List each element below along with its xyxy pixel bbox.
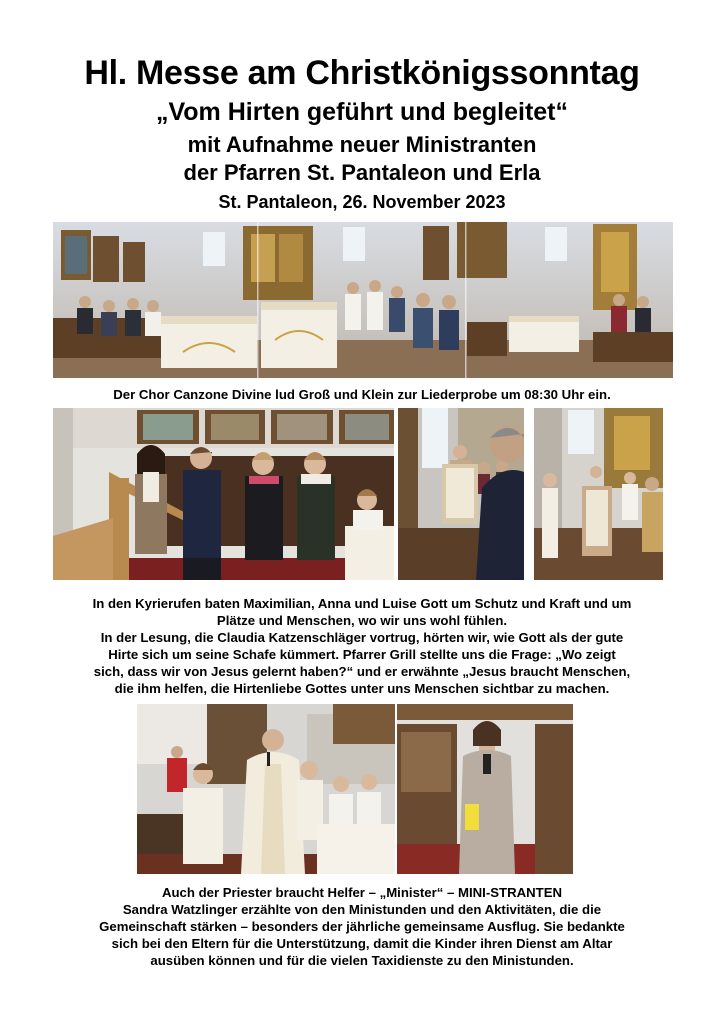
text-line: Hirte sich um seine Schafe kümmert. Pfarrer Grill stellte uns die Frage: „Wo zeigt: [108, 647, 616, 662]
text-line: Gemeinschaft stärken – besonders der jährliche gemeinsame Ausflug. Sie bedankte: [99, 919, 625, 934]
paragraph-ministranten: [0, 884, 724, 969]
text-line: In den Kyrierufen baten Maximilian, Anna und Luise Gott um Schutz und Kraft und um: [92, 596, 632, 611]
subtitle-line: mit Aufnahme neuer Ministranten: [187, 132, 537, 157]
text-line: Sandra Watzlinger erzählte von den Ministunden und den Aktivitäten, die die: [122, 902, 602, 917]
choir-rehearsal-photo: [53, 222, 673, 378]
text-line: sich bei den Eltern für die Unterstützung, damit die Kinder ihren Dienst am Altar: [111, 936, 613, 951]
page-subtitle: „Vom Hirten geführt und begleitet“: [155, 98, 569, 126]
text-line: die ihm helfen, die Hirtenliebe Gottes unter uns Menschen sichtbar zu machen.: [114, 681, 610, 696]
page-subtitle-2: [0, 131, 724, 187]
speaker-sandra-photo: [397, 704, 573, 874]
caption-choir: Der Chor Canzone Divine lud Groß und Klein zur Liederprobe um 08:30 Uhr ein.: [113, 387, 611, 402]
kyrie-readers-photo: [53, 408, 394, 580]
text-line: Auch der Priester braucht Helfer – „Minister“ – MINI-STRANTEN: [161, 885, 563, 900]
text-line: ausüben können und für die vielen Taxidienste zu den Ministunden.: [150, 953, 574, 968]
reading-lectern-photo: [398, 408, 524, 580]
page-title: Hl. Messe am Christkönigssonntag: [84, 54, 640, 92]
place-date: St. Pantaleon, 26. November 2023: [218, 192, 506, 212]
altar-servers-photo: [534, 408, 663, 580]
text-line: Plätze und Menschen, wo wir uns wohl fühlen.: [216, 613, 508, 628]
paragraph-kyrie-reading: [0, 595, 724, 697]
subtitle-line: der Pfarren St. Pantaleon und Erla: [183, 160, 541, 185]
priest-with-servers-photo: [137, 704, 395, 874]
text-line: sich, dass wir von Jesus gelernt haben?“ und er erwähnte „Jesus braucht Menschen,: [93, 664, 631, 679]
text-line: In der Lesung, die Claudia Katzenschläger vortrug, hörten wir, wie Gott als der gute: [100, 630, 624, 645]
